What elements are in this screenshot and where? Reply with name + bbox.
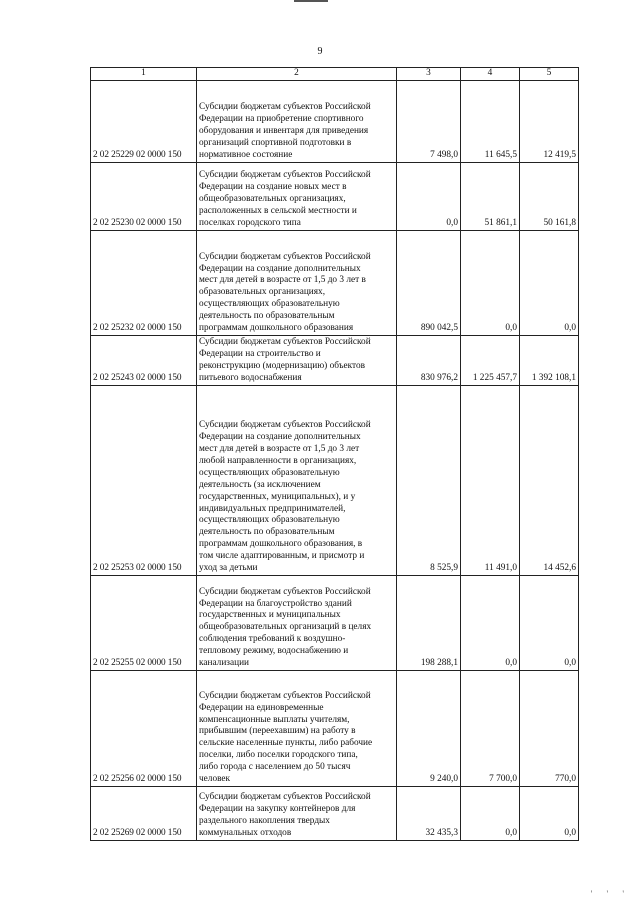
- amount-col-3-cell: 890 042,5: [397, 231, 461, 336]
- amount-col-4-cell: 11 491,0: [461, 386, 520, 576]
- scan-artifact-line: [294, 0, 328, 2]
- description-line: мест для детей в возрасте от 1,5 до 3 лет: [199, 444, 360, 455]
- description-cell: [197, 576, 397, 671]
- description-line: образовательных организациях,: [199, 287, 326, 298]
- description-line: общеобразовательных организаций в целях: [199, 622, 372, 633]
- amount-col-5-cell: 0,0: [520, 787, 579, 841]
- description-line: деятельность (за исключением: [199, 479, 321, 490]
- description-line: компенсационные выплаты учителям,: [199, 714, 350, 725]
- description-line: осуществляющих образовательную: [199, 515, 340, 526]
- budget-table: [90, 67, 579, 841]
- description-line: Федерации на единовременные: [199, 702, 324, 713]
- table-body: [91, 81, 579, 841]
- budget-code-cell: 2 02 25255 02 0000 150: [91, 576, 197, 671]
- description-line: расположенных в сельской местности и: [199, 206, 357, 217]
- description-cell: [197, 671, 397, 787]
- description-line: Субсидии бюджетам субъектов Российской: [199, 170, 371, 181]
- budget-code-cell: 2 02 25243 02 0000 150: [91, 336, 197, 386]
- budget-code-cell: 2 02 25269 02 0000 150: [91, 787, 197, 841]
- amount-col-4-cell: 0,0: [461, 787, 520, 841]
- header-col-3: 3: [397, 68, 461, 81]
- description-line: Субсидии бюджетам субъектов Российской: [199, 420, 371, 431]
- table-row: [91, 336, 579, 386]
- description-line: Федерации на создание дополнительных: [199, 263, 361, 274]
- description-line: мест для детей в возрасте от 1,5 до 3 лет в: [199, 275, 366, 286]
- amount-col-4-cell: 0,0: [461, 231, 520, 336]
- table-row: [91, 671, 579, 787]
- header-col-2: 2: [197, 68, 397, 81]
- description-line: общеобразовательных организациях,: [199, 194, 346, 205]
- table-row: [91, 386, 579, 576]
- description-line: уход за детьми: [199, 563, 258, 574]
- amount-col-3-cell: 9 240,0: [397, 671, 461, 787]
- description-line: прибывшим (переехавшим) на работу в: [199, 726, 356, 737]
- description-cell: [197, 231, 397, 336]
- amount-col-5-cell: 0,0: [520, 231, 579, 336]
- description-line: соблюдения требований к воздушно-: [199, 634, 346, 645]
- description-line: Субсидии бюджетам субъектов Российской: [199, 251, 371, 262]
- amount-col-4-cell: 1 225 457,7: [461, 336, 520, 386]
- description-line: либо города с населением до 50 тысяч: [199, 762, 351, 773]
- description-line: сельские населенные пункты, либо рабочие: [199, 738, 373, 749]
- description-line: Федерации на создание новых мест в: [199, 182, 347, 193]
- header-col-4: 4: [461, 68, 520, 81]
- budget-code-cell: 2 02 25253 02 0000 150: [91, 386, 197, 576]
- description-line: деятельность по образовательным: [199, 527, 335, 538]
- amount-col-5-cell: 12 419,5: [520, 81, 579, 163]
- budget-code-cell: 2 02 25232 02 0000 150: [91, 231, 197, 336]
- description-line: раздельного накопления твердых: [199, 816, 330, 827]
- description-line: Федерации на закупку контейнеров для: [199, 804, 356, 815]
- description-cell: [197, 163, 397, 231]
- description-line: Федерации на приобретение спортивного: [199, 114, 364, 125]
- description-line: осуществляющих образовательную: [199, 299, 340, 310]
- amount-col-4-cell: 51 861,1: [461, 163, 520, 231]
- amount-col-5-cell: 14 452,6: [520, 386, 579, 576]
- description-line: программам дошкольного образования, в: [199, 539, 363, 550]
- description-line: коммунальных отходов: [199, 828, 292, 839]
- amount-col-3-cell: 7 498,0: [397, 81, 461, 163]
- amount-col-3-cell: 32 435,3: [397, 787, 461, 841]
- description-line: оборудования и инвентаря для приведения: [199, 126, 369, 137]
- amount-col-5-cell: 1 392 108,1: [520, 336, 579, 386]
- scan-corner-marks: ' ' ': [590, 889, 630, 899]
- header-col-5: 5: [520, 68, 579, 81]
- amount-col-5-cell: 50 161,8: [520, 163, 579, 231]
- amount-col-3-cell: 830 976,2: [397, 336, 461, 386]
- amount-col-3-cell: 198 288,1: [397, 576, 461, 671]
- amount-col-5-cell: 770,0: [520, 671, 579, 787]
- amount-col-4-cell: 0,0: [461, 576, 520, 671]
- description-line: Федерации на создание дополнительных: [199, 432, 361, 443]
- budget-code-cell: 2 02 25229 02 0000 150: [91, 81, 197, 163]
- description-cell: [197, 336, 397, 386]
- description-line: реконструкцию (модернизацию) объектов: [199, 361, 366, 372]
- description-line: поселках городского типа: [199, 218, 301, 229]
- description-line: государственных и муниципальных: [199, 610, 341, 621]
- description-line: осуществляющих образовательную: [199, 467, 340, 478]
- description-line: Субсидии бюджетам субъектов Российской: [199, 102, 371, 113]
- table-row: [91, 163, 579, 231]
- description-line: нормативное состояние: [199, 150, 293, 161]
- table-row: [91, 231, 579, 336]
- budget-code-cell: 2 02 25230 02 0000 150: [91, 163, 197, 231]
- description-line: Субсидии бюджетам субъектов Российской: [199, 337, 371, 348]
- table-row: [91, 787, 579, 841]
- description-line: канализации: [199, 658, 250, 669]
- description-cell: [197, 81, 397, 163]
- description-line: человек: [199, 774, 231, 785]
- table-header-row: [91, 68, 579, 81]
- description-line: организаций спортивной подготовки в: [199, 138, 352, 149]
- budget-code-cell: 2 02 25256 02 0000 150: [91, 671, 197, 787]
- amount-col-5-cell: 0,0: [520, 576, 579, 671]
- description-cell: [197, 787, 397, 841]
- description-line: том числе адаптированным, и присмотр и: [199, 551, 365, 562]
- description-line: Федерации на строительство и: [199, 349, 321, 360]
- page-number: 9: [317, 46, 323, 57]
- description-line: государственных, муниципальных), и у: [199, 491, 356, 502]
- table-row: [91, 576, 579, 671]
- description-line: любой направленности в организациях,: [199, 455, 357, 466]
- table-row: [91, 81, 579, 163]
- amount-col-3-cell: 8 525,9: [397, 386, 461, 576]
- description-line: Субсидии бюджетам субъектов Российской: [199, 792, 371, 803]
- description-line: Субсидии бюджетам субъектов Российской: [199, 690, 371, 701]
- header-col-1: 1: [91, 68, 197, 81]
- description-line: программам дошкольного образования: [199, 323, 354, 334]
- amount-col-4-cell: 7 700,0: [461, 671, 520, 787]
- description-line: поселки, либо поселки городского типа,: [199, 750, 358, 761]
- description-line: индивидуальных предпринимателей,: [199, 503, 346, 514]
- description-line: деятельность по образовательным: [199, 311, 335, 322]
- description-line: питьевого водоснабжения: [199, 373, 302, 384]
- description-line: Федерации на благоустройство зданий: [199, 598, 352, 609]
- description-line: Субсидии бюджетам субъектов Российской: [199, 586, 371, 597]
- amount-col-4-cell: 11 645,5: [461, 81, 520, 163]
- description-line: тепловому режиму, водоснабжению и: [199, 646, 349, 657]
- amount-col-3-cell: 0,0: [397, 163, 461, 231]
- description-cell: [197, 386, 397, 576]
